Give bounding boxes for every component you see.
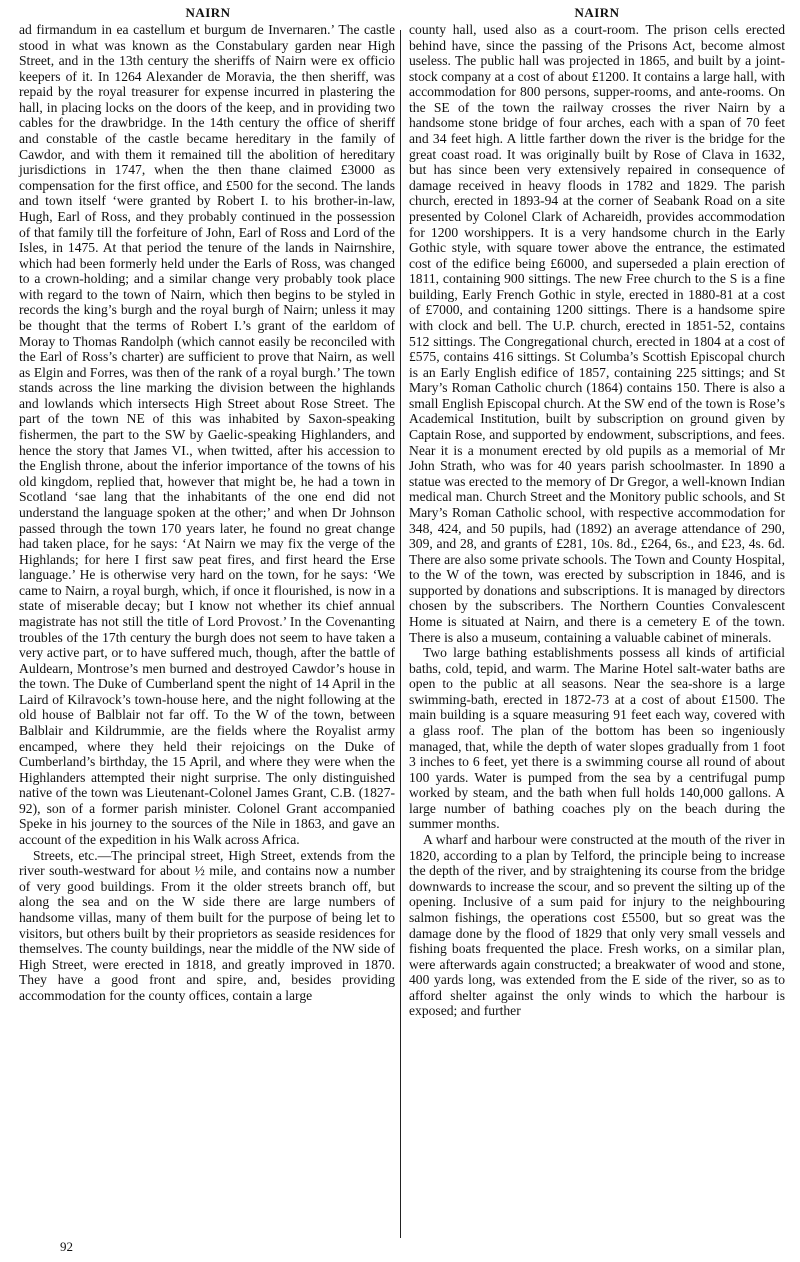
running-head-right: NAIRN: [574, 5, 620, 20]
right-column: [409, 22, 785, 1019]
left-column: [19, 22, 395, 1003]
column-divider: [400, 30, 401, 1238]
right-paragraph-1: county hall, used also as a court-room. The prison cells erected behind have, since the passing of the Prisons Act, become almost useless. The public hall was projected in 1865, and built by a joint-stock company at a cost of about £1200. It contains a large hall, with accommodation for 800 persons, supper-rooms, and ante-rooms. On the SE of the town the railway crosses the river Nairn by a handsome stone bridge of four arches, each with a span of 70 feet and 34 feet high. A little farther down the river is the bridge for the great coast road. It was originally built by Rose of Clava in 1632, but has since been very extensively repaired in consequence of damage received in heavy floods in 1782 and 1829. The parish church, erected in 1893-94 at the corner of Seabank Road on a site presented by Colonel Clark of Achareidh, provides accommodation for 1200 worshippers. It is a very handsome church in the Early Gothic style, with square tower above the entrance, the estimated cost of the edifice being £6000, and superseded a plain erection of 1811, containing 900 sittings. The new Free church to the S is a fine building, Early French Gothic in style, erected in 1880-81 at a cost of £7000, and containing 1200 sittings. There is a handsome spire with clock and bell. The U.P. church, erected in 1851-52, contains 512 sittings. The Congregational church, erected in 1804 at a cost of £575, contains 416 sittings. St Columba’s Scottish Episcopal church is an Early English edifice of 1857, containing 225 sittings; and St Mary’s Roman Catholic church (1864) contains 150. There is also a small English Episcopal church. At the SW end of the town is Rose’s Academical Institution, built by subscription on ground given by Captain Rose, and supported by endowment, subscriptions, and fees. Near it is a monument erected by old pupils as a memorial of Mr John Strath, who was for 40 years parish schoolmaster. In 1890 a statue was erected to the memory of Dr Gregor, a well-known Indian medical man. Church Street and the Monitory public schools, and St Mary’s Roman Catholic school, with respective accommodation for 348, 424, and 50 pupils, had (1892) an average attendance of 290, 309, and 28, and grants of £281, 10s. 8d., £264, 6s., and £23, 4s. 6d. There are also some private schools. The Town and County Hospital, to the W of the town, was erected by subscription in 1846, and is supported by donations and subscriptions. It is managed by directors chosen by the subscribers. The Northern Counties Convalescent Home is situated at Nairn, and there is a cemetery E of the town. There is also a museum, containing a valuable cabinet of minerals.: [409, 22, 785, 645]
running-head-left: NAIRN: [185, 5, 231, 20]
right-paragraph-2: Two large bathing establishments possess all kinds of artificial baths, cold, tepid, and warm. The Marine Hotel salt-water baths are open to the public at all seasons. Near the sea-shore is a large swimming-bath, erected in 1872-73 at a cost of about £1500. The main building is a square measuring 91 feet each way, covered with a glass roof. The plan of the bottom has been so ingeniously managed, that, while the depth of water slopes gradually from 1 foot 3 inches to 6 feet, yet there is a swimming course all round of about 100 yards. Water is pumped from the sea by a centrifugal pump worked by steam, and the bath when full holds 140,000 gallons. A large number of bathing coaches ply on the beach during the summer months.: [409, 645, 785, 832]
page-number: 92: [60, 1239, 73, 1254]
right-paragraph-3: A wharf and harbour were constructed at the mouth of the river in 1820, according to a plan by Telford, the principle being to increase the depth of the river, and by straightening its course from the bridge downwards to increase the scour, and so prevent the silting up of the opening. Inclusive of a sum paid for injury to the neighbouring salmon fishings, the operations cost £5500, but so great was the damage done by the flood of 1829 that only very small vessels and fishing boats frequented the place. Fresh works, on a similar plan, were afterwards again constructed; a breakwater of wood and stone, 400 yards long, was extended from the E side of the river, so as to afford shelter against the only winds to which the harbour is exposed; and further: [409, 832, 785, 1019]
left-paragraph-2: Streets, etc.—The principal street, High Street, extends from the river south-westward for about ½ mile, and contains now a number of very good buildings. From it the older streets branch off, but along the sea and on the W side there are large numbers of handsome villas, many of them built for the purpose of being let to visitors, but others built by their proprietors as seaside residences for themselves. The county buildings, near the middle of the NW side of High Street, were erected in 1818, and greatly improved in 1870. They have a good front and spire, and, besides providing accommodation for the county offices, contain a large: [19, 847, 395, 1003]
left-paragraph-1: ad firmandum in ea castellum et burgum de Invernaren.’ The castle stood in what was known as the Constabulary garden near High Street, and in the 13th century the sheriffs of Nairn were ex officio keepers of it. In 1264 Alexander de Moravia, the then sheriff, was repaid by the royal treasurer for expense incurred in plastering the hall, in placing locks on the doors of the keep, and in providing two cables for the drawbridge. In the 14th century the office of sheriff and constable of the castle became hereditary in the family of Cawdor, and with them it remained till the abolition of hereditary jurisdictions in 1747, when the then thane claimed £3000 as compensation for the first office, and £500 for the second. The lands and town itself ‘were granted by Robert I. to his brother-in-law, Hugh, Earl of Ross, and they probably continued in the possession of that family till the forfeiture of John, Earl of Ross and Lord of the Isles, in 1475. At that period the tenure of the lands in Nairnshire, which had been formerly held under the Earls of Ross, was changed to a crown-holding; and a similar change very probably took place with regard to the town of Nairn, which then begins to be styled in records the king’s burgh and the royal burgh of Nairn; unless it may be thought that the terms of Robert I.’s grant of the earldom of Moray to Thomas Randolph (which cannot easily be reconciled with the Earl of Ross’s charter) are sufficient to prove that Nairn, as well as Elgin and Forres, was then of the rank of a royal burgh.’ The town stands across the line marking the division between the highlands and lowlands which intersects High Street about Rose Street. The part of the town NE of this was inhabited by Saxon-speaking fishermen, the part to the SW by Gaelic-speaking Highlanders, and hence the story that James VI., when twitted, after his accession to the English throne, about the inferior importance of the towns of his old kingdom, replied that, however that might be, he had a town in Scotland ‘sae lang that the inhabitants of the one end did not understand the language spoken at the other;’ and when Dr Johnson passed through the town 170 years later, he found no great change had taken place, for he says: ‘At Nairn we may fix the verge of the Highlands; for here I first saw peat fires, and first heard the Erse language.’ He is otherwise very hard on the town, for he says: ‘We came to Nairn, a royal burgh, which, if once it flourished, is now in a state of miserable decay; but I know not whether its chief annual magistrate has not still the title of Lord Provost.’ In the Covenanting troubles of the 17th century the burgh does not seem to have taken a very active part, or to have suffered much, though, after the battle of Auldearn, Montrose’s men burned and destroyed Cawdor’s house in the town. The Duke of Cumberland spent the night of 14 April in the Laird of Kilravock’s town-house here, and the night following at the old house of Balblair not far off. To the W of the town, between Balblair and Kildrummie, are the fields where the Royalist army encamped, where they held their rejoicings on the Duke of Cumberland’s birthday, the 15 April, and where they were when the Highlanders attempted their night surprise. The only distinguished native of the town was Lieutenant-Colonel James Grant, C.B. (1827-92), son of a former parish minister. Colonel Grant accompanied Speke in his journey to the sources of the Nile in 1863, and gave an account of the expedition in his Walk across Africa.: [19, 22, 395, 848]
